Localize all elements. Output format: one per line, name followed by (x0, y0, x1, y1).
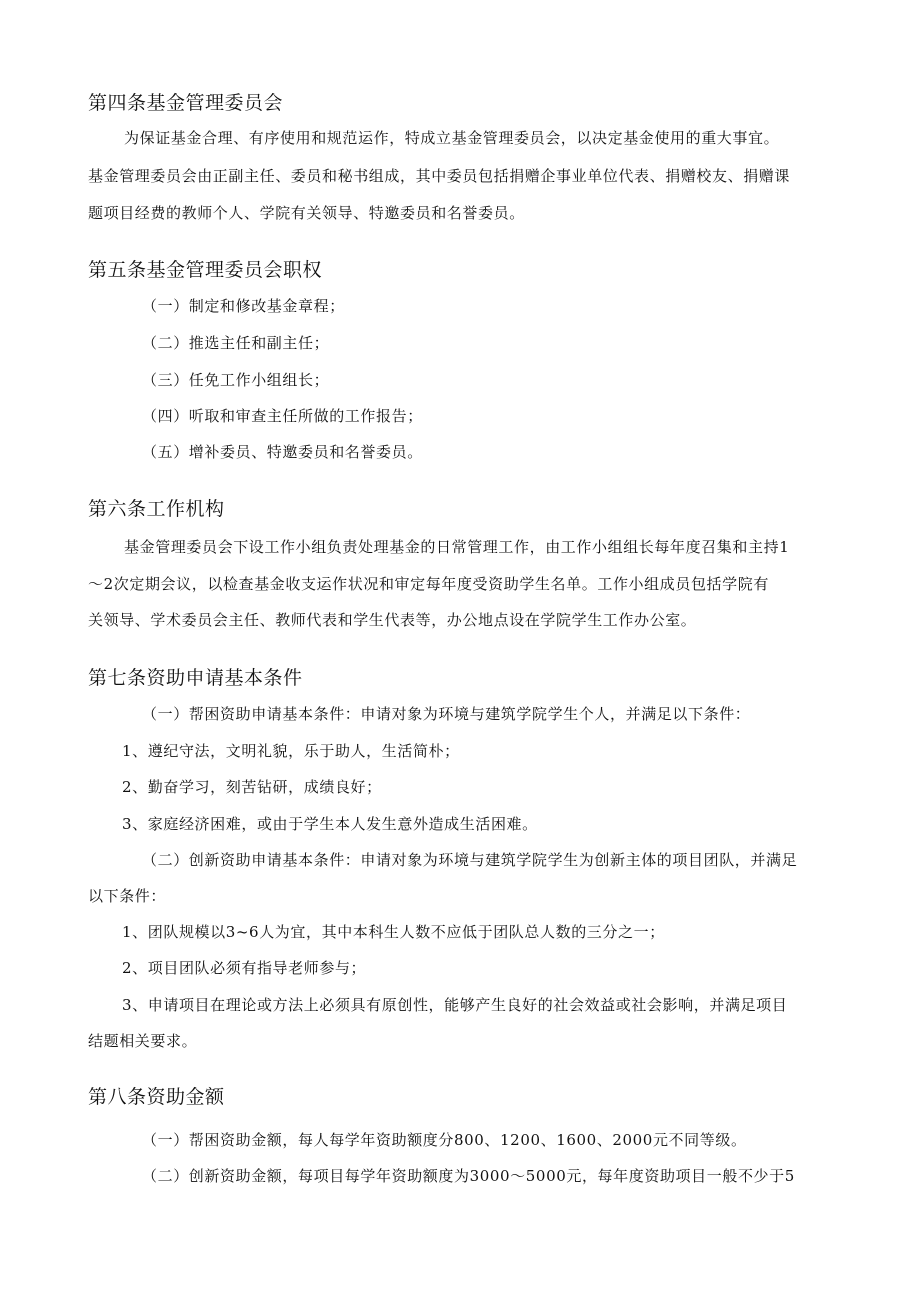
section-heading-6: 第六条工作机构 (88, 498, 225, 520)
paragraph-line: （一）帮困资助申请基本条件：申请对象为环境与建筑学院学生个人，并满足以下条件： (142, 705, 751, 723)
list-item: 3、申请项目在理论或方法上必须具有原创性，能够产生良好的社会效益或社会影响，并满足项目 (122, 996, 788, 1014)
paragraph-line: 以下条件： (88, 887, 167, 905)
section-heading-8: 第八条资助金额 (88, 1086, 225, 1108)
paragraph-line: （二）创新资助申请基本条件：申请对象为环境与建筑学院学生为创新主体的项目团队，并满足 (142, 851, 798, 869)
list-item: （四）听取和审查主任所做的工作报告； (142, 407, 423, 425)
list-item: 1、团队规模以3~6人为宜，其中本科生人数不应低于团队总人数的三分之一； (122, 923, 665, 941)
paragraph-line: 题项目经费的教师个人、学院有关领导、特邀委员和名誉委员。 (88, 204, 525, 222)
list-item: （二）创新资助金额，每项目每学年资助额度为3000～5000元，每年度资助项目一般不少于5 (142, 1167, 795, 1185)
list-item: （二）推选主任和副主任； (142, 334, 330, 352)
section-heading-7: 第七条资助申请基本条件 (88, 667, 303, 689)
paragraph-line: ～2次定期会议，以检查基金收支运作状况和审定每年度受资助学生名单。工作小组成员包括学院有 (88, 575, 769, 593)
paragraph-line: 为保证基金合理、有序使用和规范运作，特成立基金管理委员会，以决定基金使用的重大事宜。 (124, 129, 780, 147)
list-item: 2、勤奋学习，刻苦钻研，成绩良好； (122, 778, 382, 796)
list-item: （一）帮困资助金额，每人每学年资助额度分800、1200、1600、2000元不同等级。 (142, 1131, 747, 1149)
paragraph-line: 基金管理委员会下设工作小组负责处理基金的日常管理工作，由工作小组组长每年度召集和主持1 (124, 538, 790, 556)
section-heading-5: 第五条基金管理委员会职权 (88, 259, 323, 281)
list-item: （三）任免工作小组组长； (142, 371, 330, 389)
list-item: 1、遵纪守法，文明礼貌，乐于助人，生活简朴； (122, 742, 460, 760)
paragraph-line: 关领导、学术委员会主任、教师代表和学生代表等，办公地点设在学院学生工作办公室。 (88, 611, 697, 629)
paragraph-line: 结题相关要求。 (88, 1032, 198, 1050)
list-item: （一）制定和修改基金章程； (142, 297, 345, 315)
list-item: 2、项目团队必须有指导老师参与； (122, 959, 367, 977)
list-item: （五）增补委员、特邀委员和名誉委员。 (142, 443, 423, 461)
list-item: 3、家庭经济困难，或由于学生本人发生意外造成生活困难。 (122, 815, 538, 833)
section-heading-4: 第四条基金管理委员会 (88, 92, 284, 114)
paragraph-line: 基金管理委员会由正副主任、委员和秘书组成，其中委员包括捐赠企事业单位代表、捐赠校友、捐赠课 (88, 167, 791, 185)
